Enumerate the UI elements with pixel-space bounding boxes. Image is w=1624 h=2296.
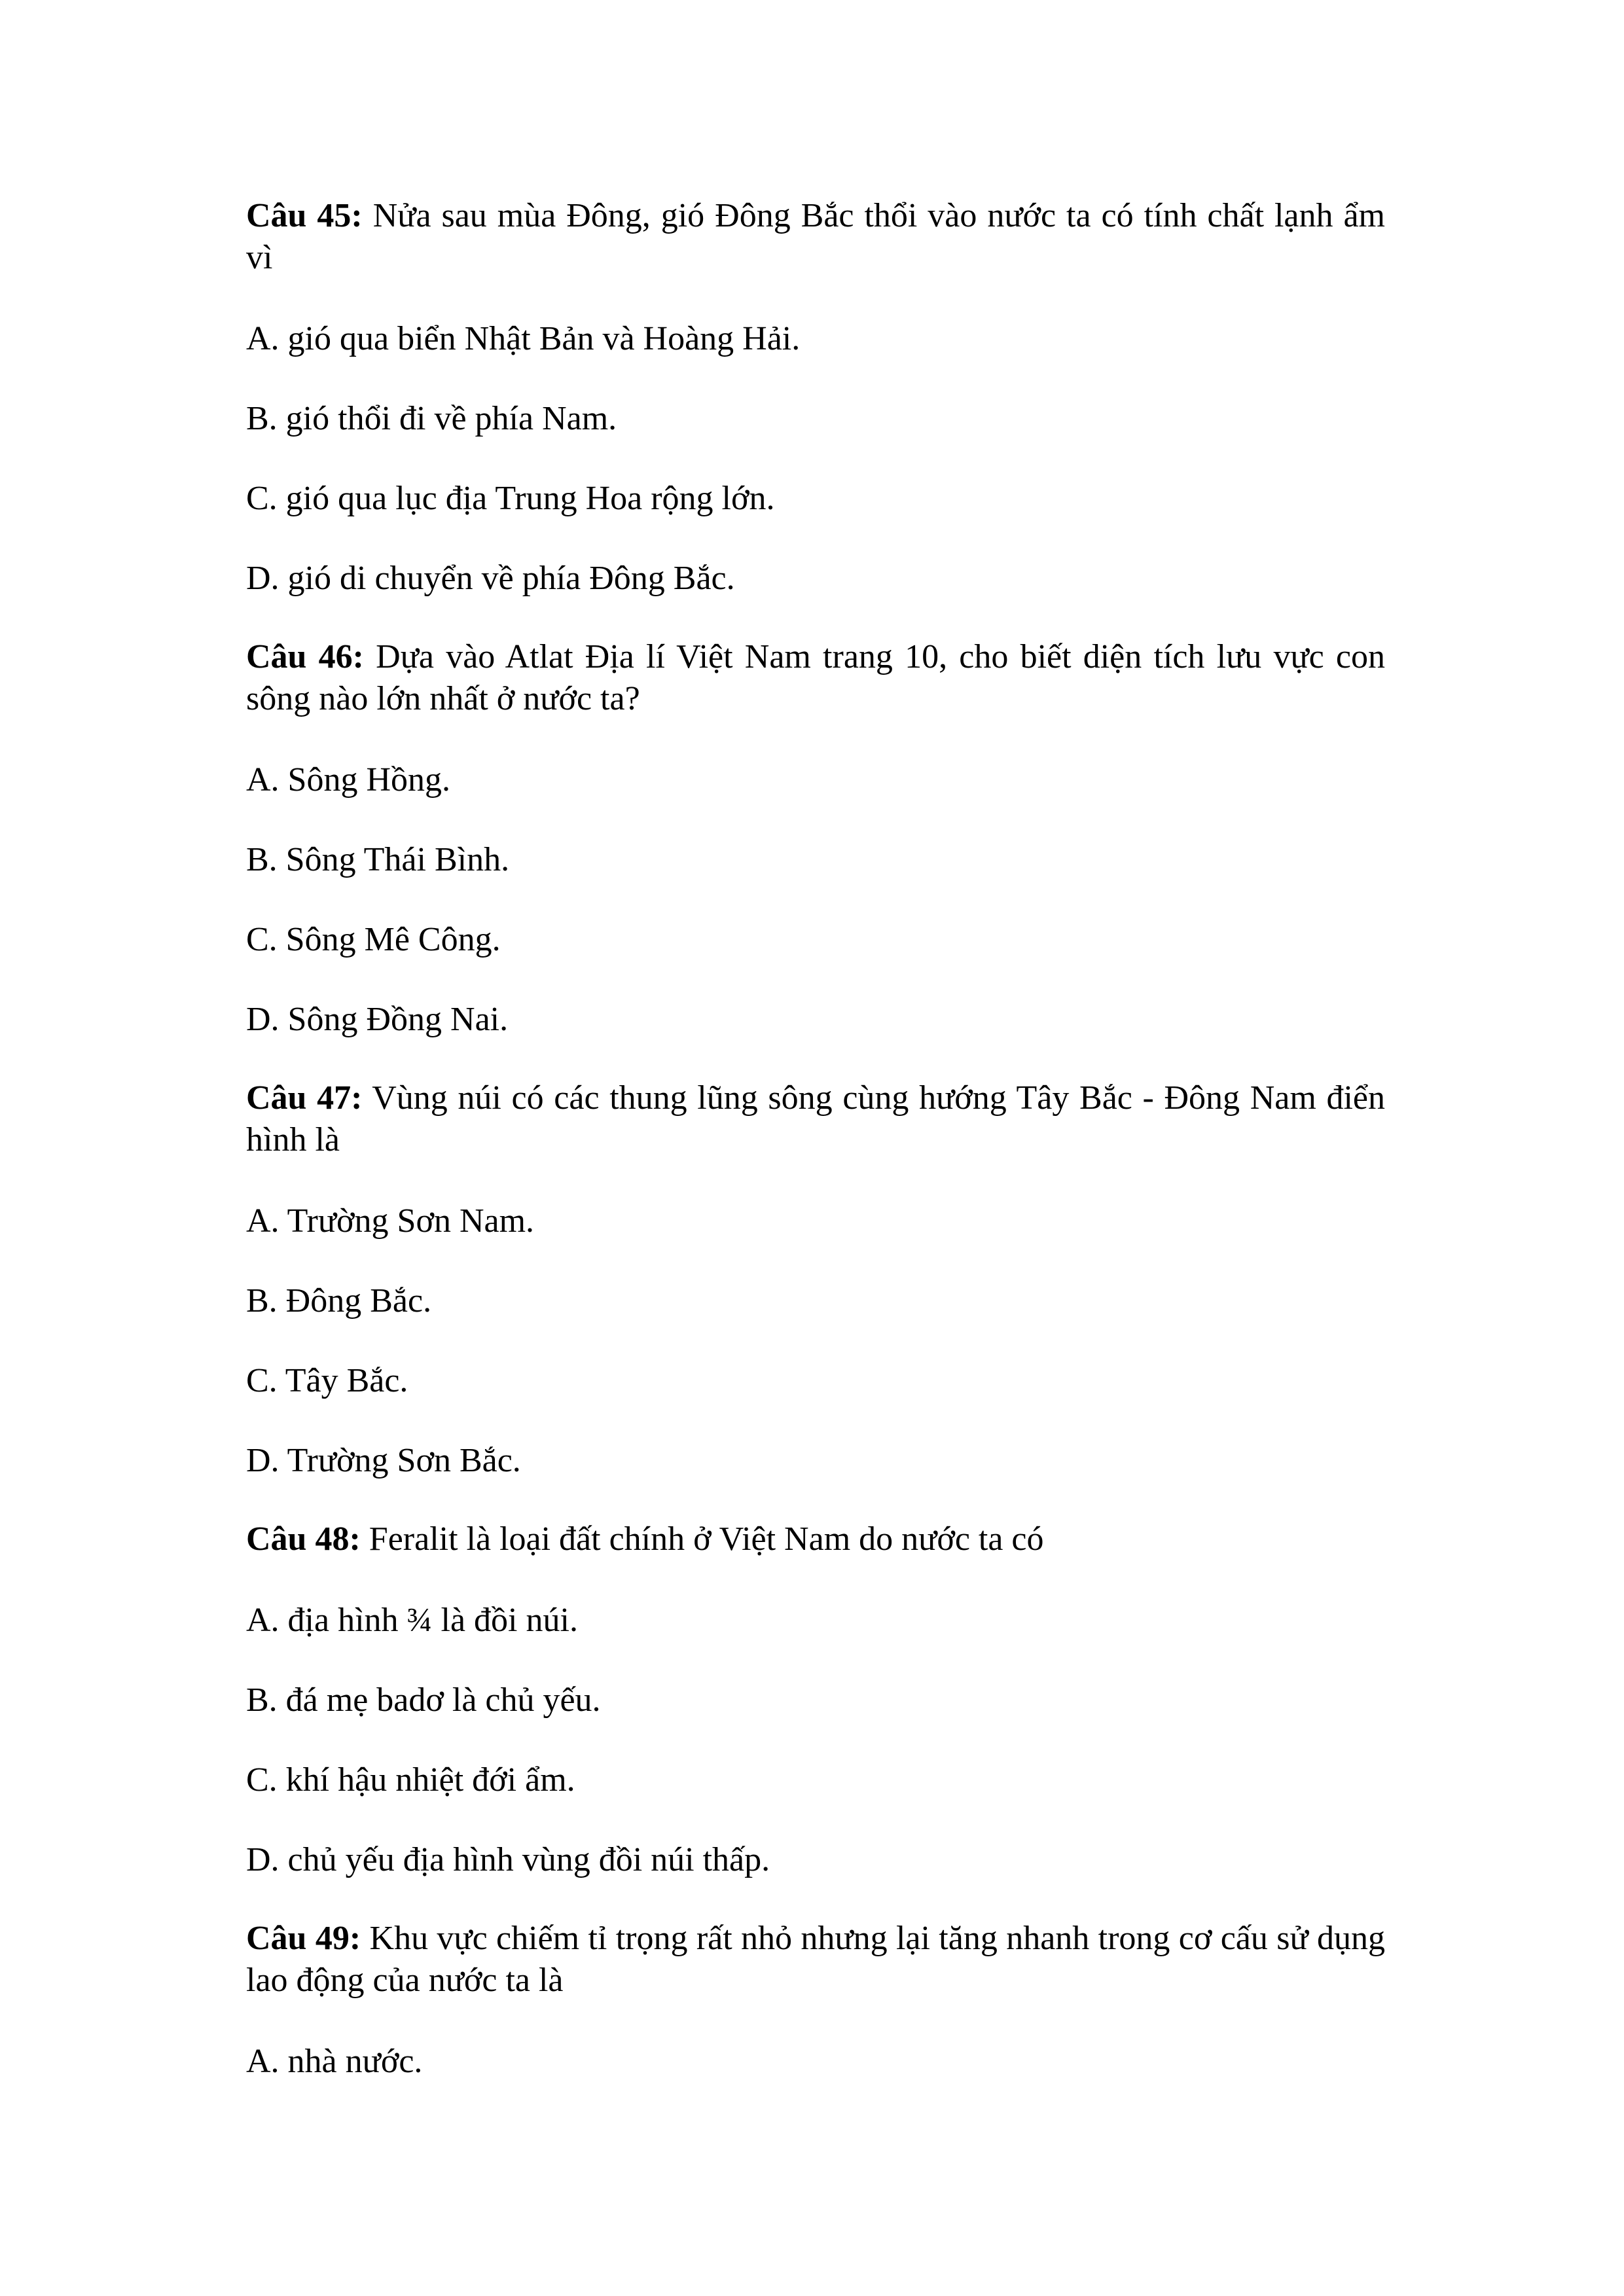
question-text <box>246 195 1385 279</box>
option-b: B. đá mẹ badơ là chủ yếu. <box>246 1681 601 1719</box>
option-c: C. gió qua lục địa Trung Hoa rộng lớn. <box>246 480 775 517</box>
question-body: Nửa sau mùa Đông, gió Đông Bắc thổi vào nước ta có tính chất lạnh ẩm vì <box>246 197 1385 276</box>
option-b: B. Sông Thái Bình. <box>246 841 510 878</box>
question-label: Câu 47: <box>246 1079 363 1117</box>
question-46 <box>246 636 1385 1041</box>
question-label: Câu 45: <box>246 197 363 234</box>
option-d: D. gió di chuyển về phía Đông Bắc. <box>246 560 735 597</box>
option-b: B. Đông Bắc. <box>246 1282 432 1319</box>
option-a: A. Sông Hồng. <box>246 761 451 798</box>
question-body: Vùng núi có các thung lũng sông cùng hướng Tây Bắc - Đông Nam điển hình là <box>246 1079 1386 1158</box>
option-c: C. Tây Bắc. <box>246 1362 408 1399</box>
question-body: Dựa vào Atlat Địa lí Việt Nam trang 10, cho biết diện tích lưu vực con sông nào lớn nhất ở nước ta? <box>246 638 1385 717</box>
question-48 <box>246 1518 1385 1881</box>
option-b: B. gió thổi đi về phía Nam. <box>246 400 617 437</box>
document-page <box>246 195 1385 2083</box>
option-a: A. gió qua biển Nhật Bản và Hoàng Hải. <box>246 320 801 357</box>
question-body: Feralit là loại đất chính ở Việt Nam do nước ta có <box>360 1520 1044 1558</box>
question-text <box>246 1918 1385 2001</box>
option-d: D. chủ yếu địa hình vùng đồi núi thấp. <box>246 1841 770 1878</box>
question-47 <box>246 1077 1385 1482</box>
question-text <box>246 636 1385 720</box>
option-a: A. địa hình ¾ là đồi núi. <box>246 1602 578 1639</box>
question-label: Câu 49: <box>246 1920 361 1957</box>
question-body: Khu vực chiếm tỉ trọng rất nhỏ nhưng lại tăng nhanh trong cơ cấu sử dụng lao động của nước ta là <box>246 1920 1385 1999</box>
question-text <box>246 1518 1385 1560</box>
question-text <box>246 1077 1385 1161</box>
option-c: C. khí hậu nhiệt đới ẩm. <box>246 1761 575 1799</box>
question-label: Câu 46: <box>246 638 364 675</box>
question-label: Câu 48: <box>246 1520 361 1558</box>
option-c: C. Sông Mê Công. <box>246 921 501 958</box>
option-a: A. Trường Sơn Nam. <box>246 1202 535 1240</box>
option-d: D. Sông Đồng Nai. <box>246 1001 509 1038</box>
option-d: D. Trường Sơn Bắc. <box>246 1442 521 1479</box>
question-49 <box>246 1918 1385 2083</box>
question-45 <box>246 195 1385 600</box>
option-a: A. nhà nước. <box>246 2043 423 2080</box>
